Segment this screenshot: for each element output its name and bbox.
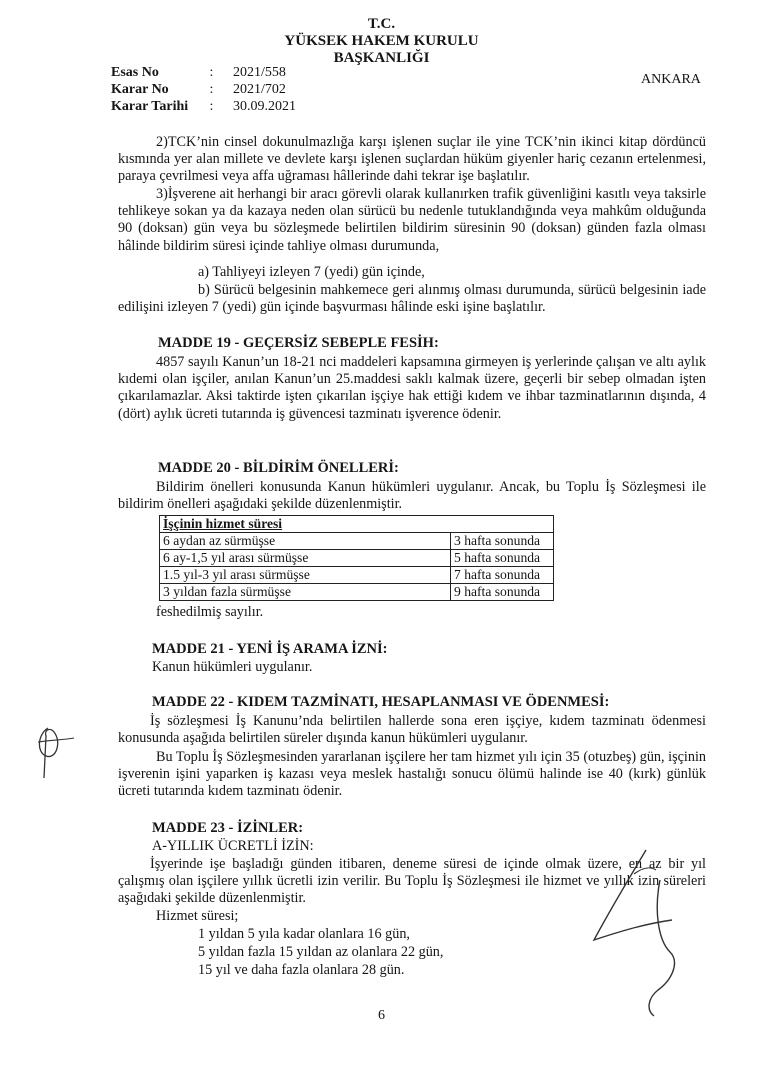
header-institution: YÜKSEK HAKEM KURULU xyxy=(284,33,479,49)
meta-label: Esas No xyxy=(111,65,159,80)
table-cell-service: 6 ay-1,5 yıl arası sürmüşse xyxy=(160,550,451,567)
table-cell-service: 1.5 yıl-3 yıl arası sürmüşse xyxy=(160,567,451,584)
meta-value: 2021/702 xyxy=(233,82,286,97)
table-cell-service: 6 aydan az sürmüşse xyxy=(160,533,451,550)
article-21-title: MADDE 21 - YENİ İŞ ARAMA İZNİ: xyxy=(152,641,388,657)
paragraph-tck: 2)TCK’nin cinsel dokunulmazlığa karşı işlenen suçlar ile yine TCK’nin ikinci kitap dördüncü kısmında yer alan millete ve devlete karşı işlenen suçlardan hüküm giyenler hariç cezanın ertelenmesi, paraya çevrilmesi veya affa uğraması hâllerinde dahi tekrar işe başlatılır. xyxy=(118,134,706,185)
meta-colon: : xyxy=(209,65,214,80)
table-cell-notice: 7 hafta sonunda xyxy=(451,567,554,584)
article-20-title: MADDE 20 - BİLDİRİM ÖNELLERİ: xyxy=(158,460,399,476)
header-department: BAŞKANLIĞI xyxy=(333,50,430,66)
paragraph-driver: 3)İşverene ait herhangi bir aracı görevli olarak kullanırken trafik güvenliğini kasıtlı veya taksirle tehlikeye sokan ya da kazaya neden olan sürücü bu nedenle tutuklandığında veya mahkûm olduğunda 90 (doksan) gün veya bu sözleşmede belirtilen bildirim süresinin 90 (doksan) günden fazla olması hâlinde bildirim süresi içinde tahliye olması durumunda, xyxy=(118,186,706,254)
table-cell-notice: 5 hafta sonunda xyxy=(451,550,554,567)
article-22-text-1: İş sözleşmesi İş Kanunu’nda belirtilen hallerde sona eren işçiye, kıdem tazminatı ödenmesi konusunda aşağıda belirtilen süreler dışında kanun hükümleri uygulanır. xyxy=(118,713,706,747)
article-19-title: MADDE 19 - GEÇERSİZ SEBEPLE FESİH: xyxy=(158,335,439,351)
table-row xyxy=(160,550,554,567)
article-23-text: İşyerinde işe başladığı günden itibaren, deneme süresi de içinde olmak üzere, en az bir yıl çalışmış olan işçilere yıllık ücretli izin verilir. Bu Toplu İş Sözleşmesi ile hizmet ve yıllık izin süreleri aşağıdaki şekilde düzenlenmiştir. xyxy=(118,856,706,907)
article-23-subtitle: A-YILLIK ÜCRETLİ İZİN: xyxy=(152,838,314,854)
meta-colon: : xyxy=(209,82,214,97)
meta-label: Karar Tarihi xyxy=(111,99,189,114)
table-cell-notice: 3 hafta sonunda xyxy=(451,533,554,550)
leave-item: 1 yıldan 5 yıla kadar olanlara 16 gün, xyxy=(198,926,410,942)
meta-row xyxy=(111,82,296,99)
meta-row xyxy=(111,65,296,82)
leave-item: 5 yıldan fazla 15 yıldan az olanlara 22 gün, xyxy=(198,944,444,960)
article-23-hizmet: Hizmet süresi; xyxy=(156,908,239,924)
header-city: ANKARA xyxy=(641,72,701,87)
notice-period-table xyxy=(159,515,554,601)
paragraph-item-b: b) Sürücü belgesinin mahkemece geri alınmış olması durumunda, sürücü belgesinin iade edilişini izleyen 7 (yedi) gün içinde başvurması hâlinde eski işine başlatılır. xyxy=(118,282,706,316)
article-22-title: MADDE 22 - KIDEM TAZMİNATI, HESAPLANMASI VE ÖDENMESİ: xyxy=(152,694,610,710)
table-row xyxy=(160,584,554,601)
article-22-text-2: Bu Toplu İş Sözleşmesinden yararlanan işçilere her tam hizmet yılı için 35 (otuzbeş) gün, işçinin işverenin işini yaparken iş kazası veya meslek hastalığı sonucu ölümü halinde ise 40 (kırk) günlük ücreti tutarında kıdem tazminatı ödenir. xyxy=(118,749,706,800)
page-number: 6 xyxy=(378,1008,385,1023)
table-header-row xyxy=(160,516,554,533)
meta-value: 2021/558 xyxy=(233,65,286,80)
article-20-after-table: feshedilmiş sayılır. xyxy=(156,604,264,620)
page-signature xyxy=(588,840,698,1020)
case-meta xyxy=(111,65,296,116)
article-20-text: Bildirim önelleri konusunda Kanun hükümleri uygulanır. Ancak, bu Toplu İş Sözleşmesi ile bildirim önelleri aşağıdaki şekilde düzenlenmiştir. xyxy=(118,479,706,513)
header-tc: T.C. xyxy=(367,16,396,32)
table-header: İşçinin hizmet süresi xyxy=(160,516,554,533)
meta-label: Karar No xyxy=(111,82,169,97)
article-21-text: Kanun hükümleri uygulanır. xyxy=(152,659,313,675)
paragraph-item-a: a) Tahliyeyi izleyen 7 (yedi) gün içinde, xyxy=(198,264,425,280)
table-cell-notice: 9 hafta sonunda xyxy=(451,584,554,601)
table-row xyxy=(160,533,554,550)
meta-colon: : xyxy=(209,99,214,114)
leave-item: 15 yıl ve daha fazla olanlara 28 gün. xyxy=(198,962,405,978)
table-row xyxy=(160,567,554,584)
article-23-title: MADDE 23 - İZİNLER: xyxy=(152,820,304,836)
meta-value: 30.09.2021 xyxy=(233,99,296,114)
meta-row xyxy=(111,99,296,116)
article-19-text: 4857 sayılı Kanun’un 18-21 nci maddeleri kapsamına girmeyen iş yerlerinde çalışan ve altı aylık kıdemi olan işçiler, anılan Kanun’un 25.maddesi saklı kalmak üzere, geçerli bir sebep olmadan işten çıkarılamazlar. Aksi taktirde işten çıkarılan işçiye hak ettiği kıdem ve ihbar tazminatlarının dışında, 4 (dört) aylık ücreti tutarında iş güvencesi tazminatı işverence ödenir. xyxy=(118,354,706,422)
table-cell-service: 3 yıldan fazla sürmüşse xyxy=(160,584,451,601)
margin-initial-signature xyxy=(30,722,80,782)
